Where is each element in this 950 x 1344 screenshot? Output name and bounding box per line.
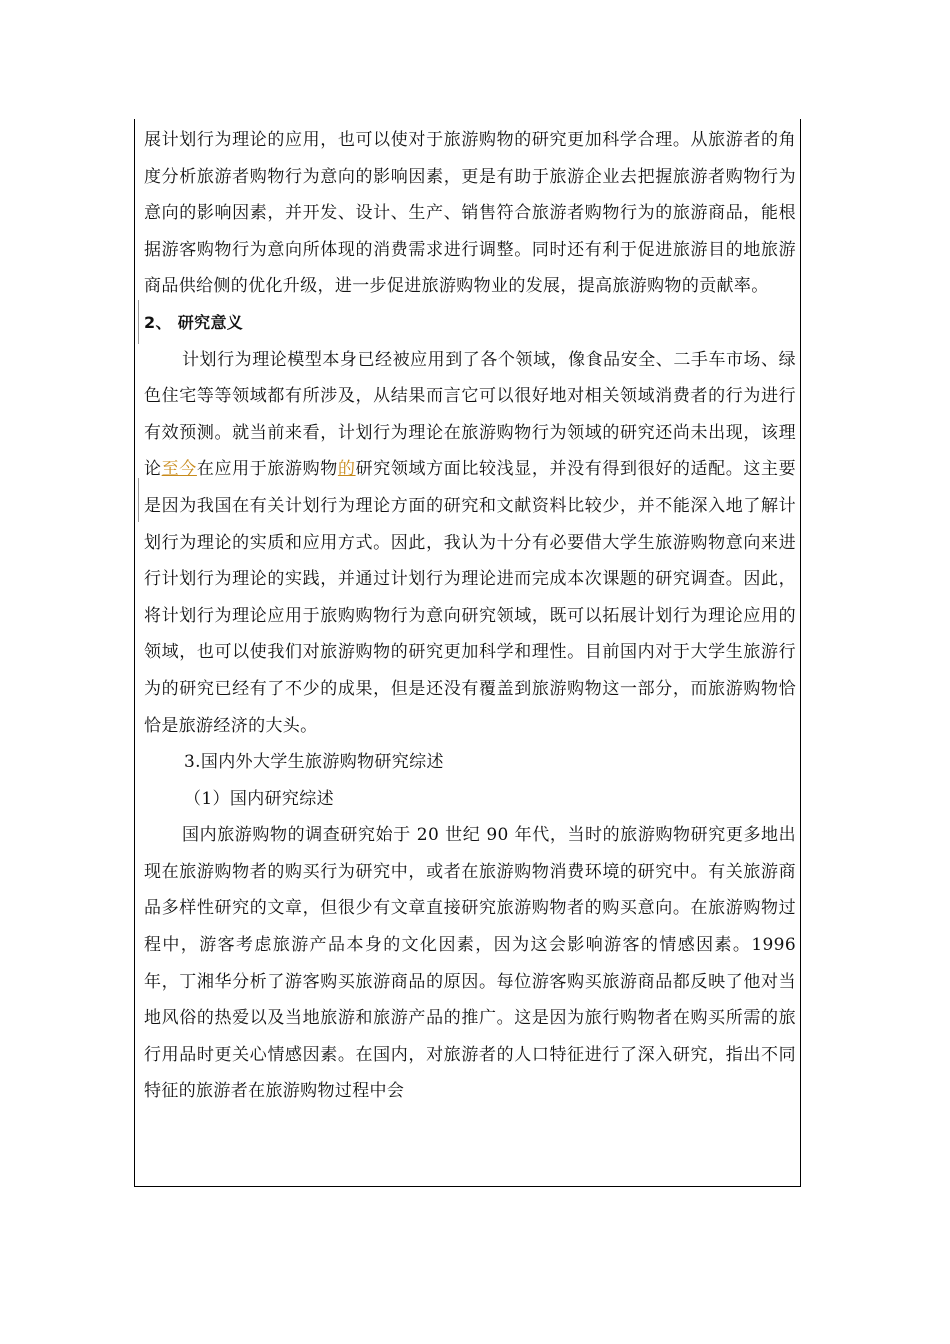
- section-heading: 3.国内外大学生旅游购物研究综述: [184, 752, 444, 773]
- paragraph: 展计划行为理论的应用，也可以使对于旅游购物的研究更加科学合理。从旅游者的角度分析旅游者购物行为意向的影响因素，更是有助于旅游企业去把握旅游者购物行为意向的影响因素，并开发、设计、生产、销售符合旅游者购物行为的旅游商品，能根据游客购物行为意向所体现的消费需求进行调整。同时还有利于促进旅游目的地旅游商品供给侧的优化升级，进一步促进旅游购物业的发展，提高旅游购物的贡献率。: [144, 130, 796, 297]
- tracked-change-link[interactable]: 的: [337, 459, 356, 480]
- subsection-heading: （1）国内研究综述: [184, 788, 334, 809]
- section-heading: 2、 研究意义: [144, 312, 244, 332]
- margin-mark: [138, 478, 139, 522]
- paragraph-text: 研究领域方面比较浅显，并没有得到很好的适配。这主要是因为我国在有关计划行为理论方面的研究和文献资料比较少，并不能深入地了解计划行为理论的实质和应用方式。因此，我认为十分有必要借大学生旅游购物意向来进行计划行为理论的实践，并通过计划行为理论进而完成本次课题的研究调查。因此，将计划行为理论应用于旅购购物行为意向研究领域，既可以拓展计划行为理论应用的领域，也可以使我们对旅游购物的研究更加科学和理性。目前国内对于大学生旅游行为的研究已经有了不少的成果，但是还没有覆盖到旅游购物这一部分，而旅游购物恰恰是旅游经济的大头。: [144, 459, 797, 736]
- tracked-change-link[interactable]: 至今: [161, 459, 197, 480]
- paragraph-text: 计划行为理论模型本身已经被应用到了各个领域，像食品安全、二手车市场、绿色住宅等等领域都有所涉及，从结果而言它可以很好地对相关领域消费者的行为进行有效预测。就当前来看，计划行为理论在旅游购物行为领域的研究还尚未出现，该理论: [144, 349, 796, 480]
- paragraph: 国内旅游购物的调查研究始于 20 世纪 90 年代，当时的旅游购物研究更多地出现在旅游购物者的购买行为研究中，或者在旅游购物消费环境的研究中。有关旅游商品多样性研究的文章，但很少有文章直接研究旅游购物者的购买意向。在旅游购物过程中，游客考虑旅游产品本身的文化因素，因为这会影响游客的情感因素。1996 年，丁湘华分析了游客购买旅游商品的原因。每位游客购买旅游商品都反映了他对当地风俗的热爱以及当地旅游和旅游产品的推广。这是因为旅行购物者在购买所需的旅行用品时更关心情感因素。在国内，对旅游者的人口特征进行了深入研究，指出不同特征的旅游者在旅游购物过程中会: [144, 825, 796, 1102]
- paragraph: [144, 342, 796, 745]
- paragraph-text: 在应用于旅游购物: [196, 459, 338, 480]
- margin-mark: [138, 300, 139, 344]
- document-body: [144, 122, 796, 1110]
